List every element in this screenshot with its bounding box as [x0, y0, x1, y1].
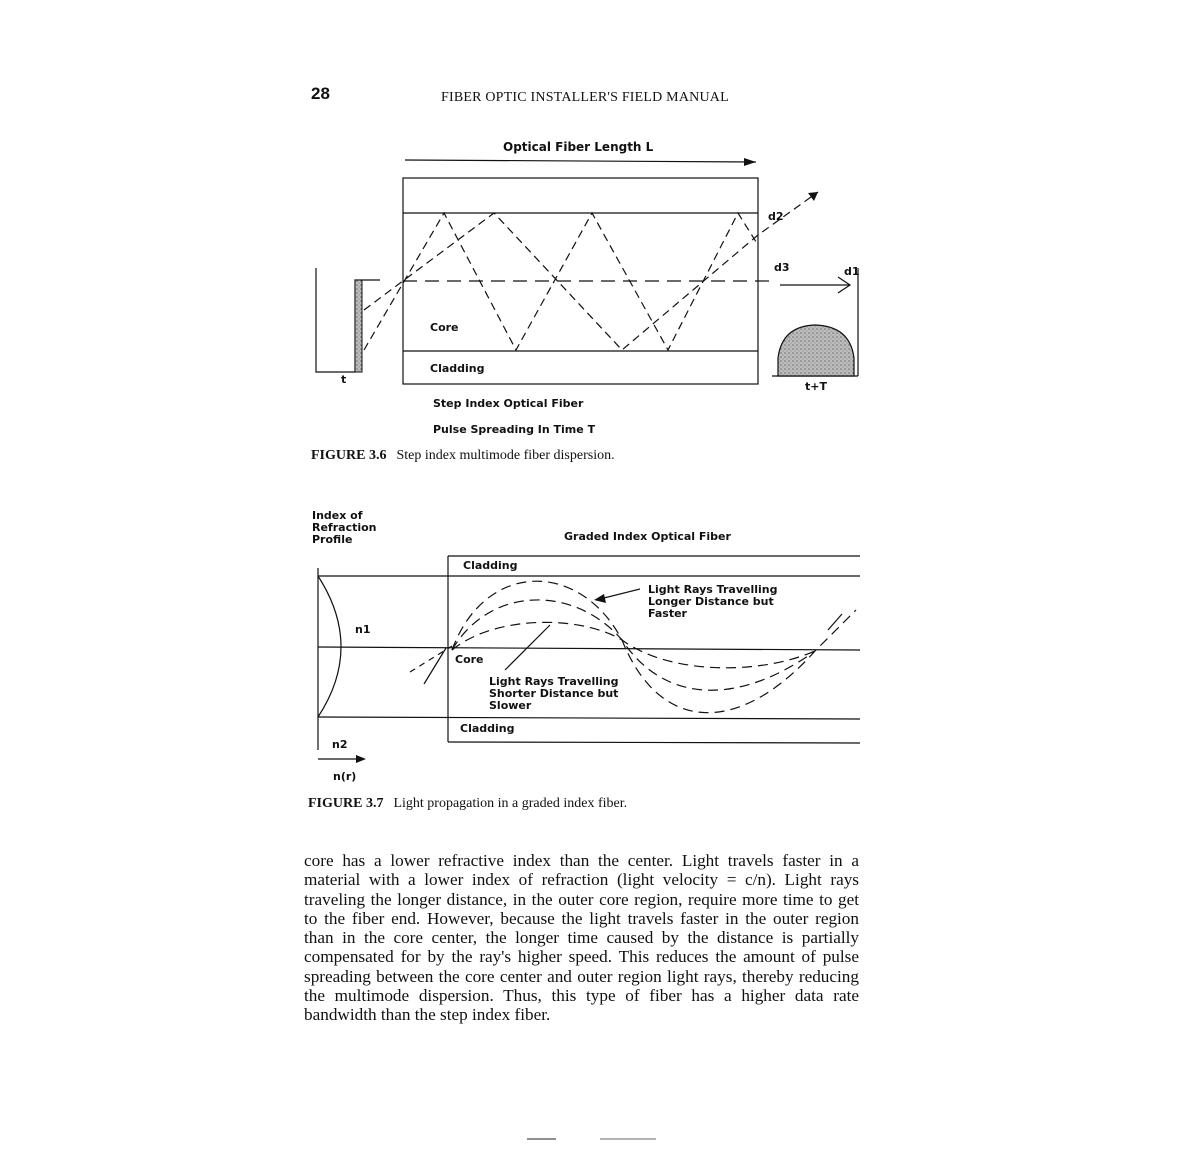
- figure-3-6-caption-text: Step index multimode fiber dispersion.: [396, 448, 615, 463]
- longer-ray-label-1: Light Rays Travelling: [648, 583, 778, 596]
- n2-label: n2: [332, 738, 348, 751]
- d1-label: d1: [844, 265, 860, 278]
- input-pulse: [355, 280, 362, 372]
- nr-label: n(r): [333, 770, 357, 783]
- output-pulse: [778, 325, 854, 376]
- nr-arrowhead: [356, 755, 366, 763]
- time-t-label: t: [341, 373, 347, 386]
- time-t-plus-T-label: t+T: [805, 380, 827, 393]
- shorter-ray-label-2: Shorter Distance but: [489, 687, 619, 700]
- outgoing-ray: [828, 614, 842, 630]
- body-text: [304, 851, 859, 1025]
- longer-ray-leader-arrowhead: [594, 594, 606, 603]
- running-head: FIBER OPTIC INSTALLER'S FIELD MANUAL: [441, 90, 729, 105]
- page-number: 28: [311, 84, 330, 103]
- profile-label-1: Index of: [312, 509, 363, 522]
- fig36-subtitle-1: Step Index Optical Fiber: [433, 397, 584, 410]
- d3-label: d3: [774, 261, 790, 274]
- figure-3-6-caption: [311, 448, 615, 464]
- shorter-ray-label-1: Light Rays Travelling: [489, 675, 619, 688]
- inner-ray-path: [452, 622, 815, 667]
- n1-label: n1: [355, 623, 371, 636]
- profile-label-2: Refraction: [312, 521, 377, 534]
- cladding-label: Cladding: [430, 362, 485, 375]
- figure-3-7-number: FIGURE 3.7: [308, 796, 384, 811]
- body-paragraph: core has a lower refractive index than the center. Light travels faster in a material with a lower index of refraction (light velocity = c/n). Light rays traveling the longer distance, in the outer core region, require more time to get to the fiber end. However, because the light travels faster in the outer region than in the core center, the longer time caused by the distance is partially compensated for by the ray's higher speed. This reduces the amount of pulse spreading between the core center and outer region light rays, thereby reducing the multimode dispersion. Thus, this type of fiber has a higher data rate bandwidth than the step index fiber.: [304, 851, 859, 1025]
- cladding-top-label: Cladding: [463, 559, 518, 572]
- longer-ray-label-2: Longer Distance but: [648, 595, 774, 608]
- core-label-graded: Core: [455, 653, 484, 666]
- core-axis: [318, 647, 860, 650]
- incoming-ray: [410, 646, 452, 672]
- profile-label-3: Profile: [312, 533, 353, 546]
- figure-3-7-caption: [308, 796, 627, 812]
- figure-3-7-caption-text: Light propagation in a graded index fiber.: [393, 796, 628, 811]
- longer-ray-label-3: Faster: [648, 607, 687, 620]
- shorter-ray-label-3: Slower: [489, 699, 532, 712]
- longer-ray-leader: [600, 589, 640, 599]
- input-pulse-axis: [316, 268, 380, 372]
- core-label: Core: [430, 321, 459, 334]
- ray-arrowhead: [808, 192, 818, 201]
- bottom-core-boundary: [318, 717, 860, 719]
- fig36-subtitle-2: Pulse Spreading In Time T: [433, 423, 596, 436]
- incoming-ray-2: [424, 648, 446, 684]
- graded-fiber-title: Graded Index Optical Fiber: [564, 530, 731, 543]
- fiber-length-label: Optical Fiber Length L: [503, 140, 654, 154]
- length-arrowhead: [744, 158, 756, 166]
- figure-3-6-number: FIGURE 3.6: [311, 448, 387, 463]
- figure-3-7-diagram: [312, 509, 860, 783]
- figure-3-6-diagram: [316, 140, 860, 436]
- length-arrow: [405, 160, 756, 162]
- bottom-outer-boundary: [448, 742, 860, 743]
- cladding-bottom-label: Cladding: [460, 722, 515, 735]
- d2-label: d2: [768, 210, 784, 223]
